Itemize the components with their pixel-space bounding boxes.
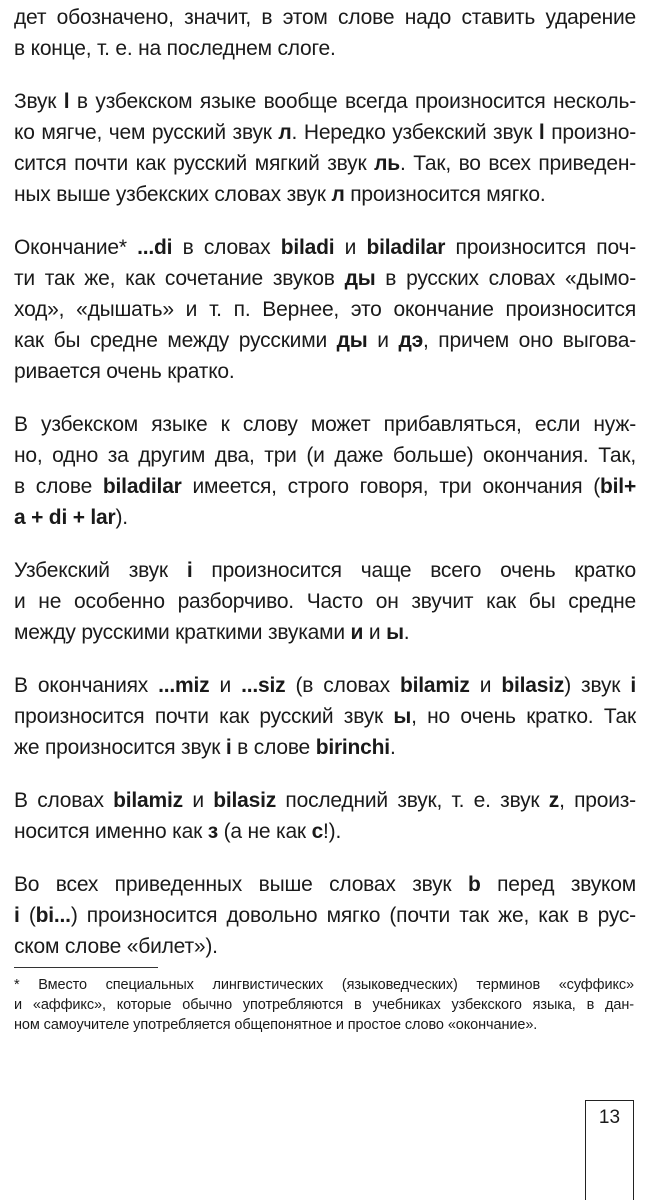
text-line [14, 294, 636, 325]
text-run: же произносится звук [14, 736, 226, 759]
text-run: дет обозначено, значит, в этом слове надо ставить ударение [14, 6, 636, 29]
text-run: и не особенно разборчиво. Часто он звучит как бы средне [14, 590, 636, 613]
bold-term: b [467, 873, 481, 896]
text-run: и [363, 621, 387, 644]
bold-term: ы [393, 705, 412, 728]
page-number-box [585, 1100, 634, 1200]
text-run: в узбекском языке вообще всегда произносится несколь- [69, 90, 636, 113]
bold-term: bilamiz [113, 789, 183, 812]
text-line [14, 179, 636, 210]
text-run: но, одно за другим два, три (и даже больше) окончания. Так, [14, 444, 636, 467]
text-run: и [334, 236, 367, 259]
text-run: в словах [172, 236, 281, 259]
bold-term: ль [374, 152, 400, 175]
paragraph [14, 555, 636, 648]
text-run: и [182, 789, 214, 812]
bold-term: дэ [398, 329, 423, 352]
bold-term: л [331, 183, 345, 206]
text-line [14, 117, 636, 148]
text-run: в конце, т. е. на последнем слоге. [14, 37, 336, 60]
text-line [14, 931, 636, 962]
text-line [14, 502, 636, 533]
text-run: Узбекский звук [14, 559, 187, 582]
text-run: носится именно как [14, 820, 208, 843]
text-line [14, 471, 636, 502]
bold-term: л [278, 121, 292, 144]
bold-term: i [186, 559, 193, 582]
text-run: и [209, 674, 242, 697]
text-run: , но очень кратко. Так [411, 705, 636, 728]
text-run: произносится почти как русский звук [14, 705, 394, 728]
bold-term: a + di + lar [14, 506, 116, 529]
paragraph [14, 869, 636, 962]
text-run: ривается очень кратко. [14, 360, 235, 383]
footnote-line: и «аффикс», которые обычно употребляются в учебниках узбекского языка, в дан- [14, 997, 634, 1013]
footnote-line: ном самоучителе употребляется общепонятное и простое слово «окончание». [14, 1017, 538, 1033]
text-line [14, 555, 636, 586]
text-line [14, 785, 636, 816]
footnote-divider [14, 967, 158, 968]
text-run: и [367, 329, 399, 352]
text-run: В узбекском языке к слову может прибавляться, если нуж- [14, 413, 636, 436]
footnote-line: * Вместо специальных лингвистических (языковедческих) терминов «суффикс» [14, 977, 634, 993]
text-line [14, 325, 636, 356]
text-run: , произ- [559, 789, 636, 812]
text-run: В словах [14, 789, 114, 812]
bold-term: z [548, 789, 560, 812]
bold-term: i [14, 904, 20, 927]
paragraph [14, 2, 636, 64]
bold-term: ...miz [158, 674, 210, 697]
text-run: перед звуком [480, 873, 636, 896]
text-run: В окончаниях [14, 674, 159, 697]
bold-term: bilamiz [399, 674, 470, 697]
bold-term: и [350, 621, 364, 644]
bold-term: l [63, 90, 70, 113]
bold-term: bilasiz [213, 789, 277, 812]
text-run: . [403, 621, 410, 644]
text-run: , причем оно выгова- [422, 329, 636, 352]
text-run: произно- [544, 121, 636, 144]
paragraph [14, 409, 636, 533]
bold-term: ды [344, 267, 376, 290]
page-number: 13 [598, 1107, 621, 1128]
text-run: ных выше узбекских словах звук [14, 183, 332, 206]
bold-term: biladilar [366, 236, 446, 259]
text-run: (в словах [285, 674, 400, 697]
text-run: ( [19, 904, 36, 927]
text-run: в слове [231, 736, 316, 759]
text-line [14, 409, 636, 440]
text-run: произносится поч- [445, 236, 636, 259]
paragraph [14, 785, 636, 847]
text-run: имеется, строго говоря, три окончания ( [181, 475, 601, 498]
bold-term: biladilar [102, 475, 182, 498]
text-run: !). [323, 820, 342, 843]
text-run: ко мягче, чем русский звук [14, 121, 279, 144]
text-run: в русских словах «дымо- [375, 267, 636, 290]
text-run: в слове [14, 475, 103, 498]
bold-term: ...di [137, 236, 173, 259]
text-line [14, 148, 636, 179]
bold-term: bil+ [600, 475, 637, 498]
text-run: произносится мягко. [344, 183, 546, 206]
bold-term: з [207, 820, 218, 843]
text-line [14, 2, 636, 33]
bold-term: l [538, 121, 545, 144]
text-line [14, 232, 636, 263]
text-line [14, 869, 636, 900]
bold-term: bilasiz [501, 674, 565, 697]
text-run: . Так, во всех приведен- [399, 152, 637, 175]
text-run: ском слове «билет»). [14, 935, 218, 958]
bold-term: i [630, 674, 636, 697]
paragraph [14, 86, 636, 210]
text-run: и [469, 674, 502, 697]
text-run: Окончание* [14, 236, 138, 259]
text-run: (а не как [217, 820, 312, 843]
text-run: ). [115, 506, 128, 529]
text-line [14, 440, 636, 471]
bold-term: ы [386, 621, 404, 644]
text-run: Во всех приведенных выше словах звук [14, 873, 468, 896]
text-line [14, 900, 636, 931]
text-line [14, 670, 636, 701]
text-line [14, 86, 636, 117]
footnote [14, 975, 634, 1035]
bold-term: с [311, 820, 324, 843]
text-run: ) звук [564, 674, 631, 697]
text-line [14, 732, 636, 763]
text-run: последний звук, т. е. звук [276, 789, 549, 812]
paragraph [14, 232, 636, 387]
text-run: сится почти как русский мягкий звук [14, 152, 375, 175]
bold-term: i [225, 736, 232, 759]
bold-term: biladi [280, 236, 335, 259]
text-line [14, 356, 636, 387]
text-line [14, 816, 636, 847]
text-line [14, 701, 636, 732]
text-run: . Нередко узбекский звук [291, 121, 539, 144]
text-run: ход», «дышать» и т. п. Вернее, это окончание произносится [14, 298, 636, 321]
text-run: ти так же, как сочетание звуков [14, 267, 345, 290]
text-line [14, 617, 636, 648]
bold-term: birinchi [315, 736, 390, 759]
text-run: ) произносится довольно мягко (почти так же, как в рус- [70, 904, 636, 927]
text-run: . [389, 736, 396, 759]
text-run: Звук [14, 90, 64, 113]
bold-term: ды [336, 329, 368, 352]
page-body [14, 2, 636, 984]
bold-term: bi... [35, 904, 71, 927]
text-line [14, 586, 636, 617]
text-line [14, 33, 636, 64]
bold-term: ...siz [241, 674, 286, 697]
text-run: произносится чаще всего очень кратко [192, 559, 637, 582]
text-line [14, 263, 636, 294]
text-run: между русскими краткими звуками [14, 621, 351, 644]
text-run: как бы средне между русскими [14, 329, 337, 352]
paragraph [14, 670, 636, 763]
